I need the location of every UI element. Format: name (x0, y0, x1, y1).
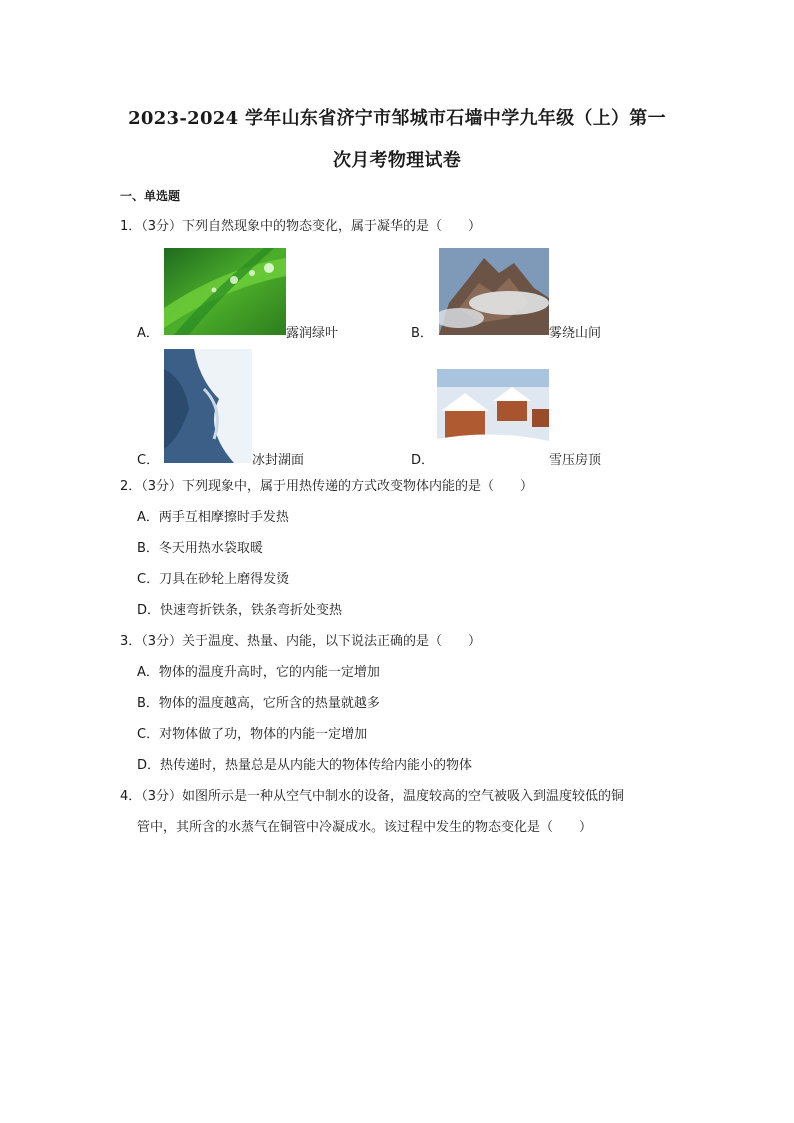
q3-option-d: D．热传递时，热量总是从内能大的物体传给内能小的物体 (137, 758, 473, 773)
q2-option-b: B．冬天用热水袋取暖 (137, 541, 263, 556)
q1-option-c-letter: C． (137, 453, 160, 468)
q3-option-c: C．对物体做了功，物体的内能一定增加 (137, 727, 368, 742)
q1-option-a-caption: 露润绿叶 (286, 326, 339, 341)
title-line-2: 次月考物理试卷 (332, 150, 462, 171)
q2-option-a: A．两手互相摩擦时手发热 (137, 510, 289, 525)
q2-option-c: C．刀具在砂轮上磨得发烫 (137, 572, 290, 587)
q1-option-b-caption: 雾绕山间 (549, 326, 602, 341)
fog-mountain-image (439, 248, 549, 335)
q1-option-c-caption: 冰封湖面 (252, 453, 305, 468)
question-1-stem: 1．（3分）下列自然现象中的物态变化，属于凝华的是（ ） (120, 219, 482, 234)
q1-option-b-letter: B． (411, 326, 433, 341)
section-heading: 一、单选题 (120, 189, 181, 203)
q1-option-d-caption: 雪压房顶 (549, 453, 602, 468)
question-3-stem: 3．（3分）关于温度、热量、内能，以下说法正确的是（ ） (120, 634, 482, 649)
dew-leaf-image (164, 248, 286, 335)
snow-roof-image (437, 369, 549, 463)
q1-option-d-letter: D． (411, 453, 435, 468)
question-4-stem-line-2: 管中，其所含的水蒸气在铜管中冷凝成水。该过程中发生的物态变化是（ ） (137, 820, 593, 835)
title-line-1: 2023-2024 学年山东省济宁市邹城市石墙中学九年级（上）第一 (128, 108, 666, 129)
q2-option-d: D．快速弯折铁条，铁条弯折处变热 (137, 603, 343, 618)
q3-option-a: A．物体的温度升高时，它的内能一定增加 (137, 665, 380, 680)
q3-option-b: B．物体的温度越高，它所含的热量就越多 (137, 696, 380, 711)
question-2-stem: 2．（3分）下列现象中，属于用热传递的方式改变物体内能的是（ ） (120, 479, 534, 494)
frozen-lake-image (164, 349, 252, 463)
question-4-stem-line-1: 4．（3分）如图所示是一种从空气中制水的设备，温度较高的空气被吸入到温度较低的铜 (120, 789, 625, 804)
q1-option-a-letter: A． (137, 326, 159, 341)
page-title (100, 98, 694, 182)
